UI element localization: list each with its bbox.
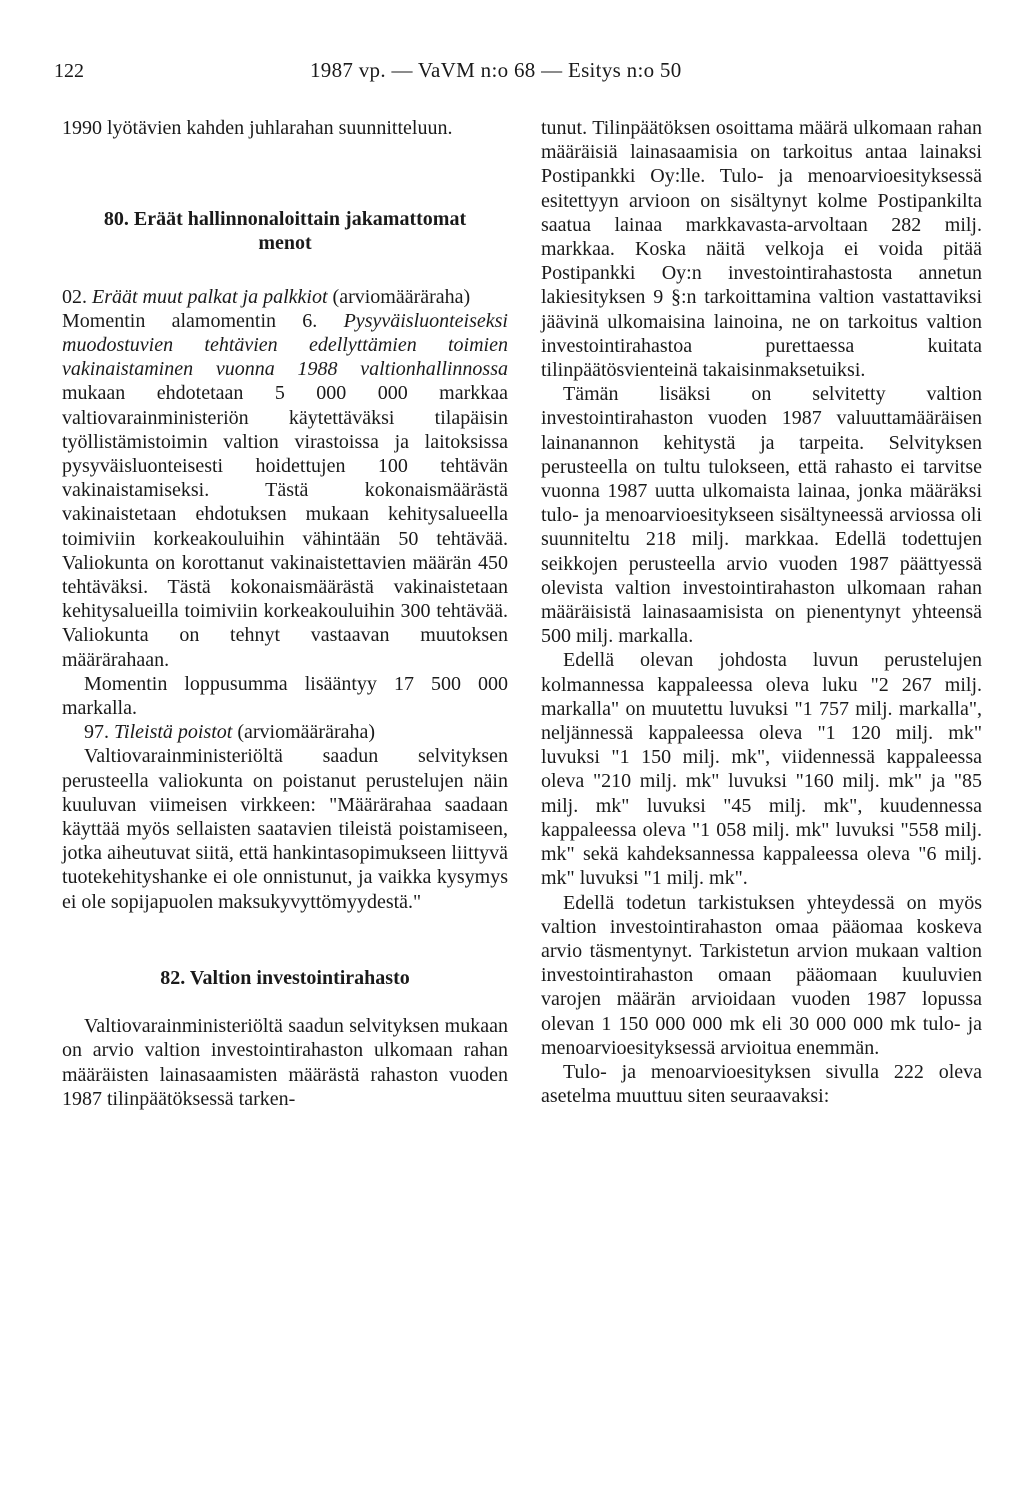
- item-97-title: Tileistä poistot: [114, 721, 233, 744]
- running-title: 1987 vp. — VaVM n:o 68 — Esitys n:o 50: [310, 58, 682, 82]
- item-97-number: 97.: [84, 721, 109, 744]
- section-82-paragraph: Valtiovarainministeriöltä saadun selvityksen mukaan on arvio valtion investointirahaston ulkomaan rahan määräisten lainasaamisten määrästä rahaston vuoden 1987 tilinpäätöksessä tarken-: [62, 1015, 508, 1110]
- section-82-heading: 82. Valtion investointirahasto: [160, 966, 410, 989]
- right-paragraph-3: Edellä olevan johdosta luvun perustelujen kolmannessa kappaleessa oleva luku "2 267 milj. markalla" on muutettu luvuksi "1 757 milj. markalla", neljännessä kappaleessa oleva "1 120 milj. mk" luvuksi "1 150 milj. mk", viidennessä kappaleessa oleva "210 milj. mk" luvuksi "160 milj. mk" ja "85 milj. mk" luvuksi "45 milj. mk", kuudennessa kappaleessa oleva "1 058 milj. mk" luvuksi "558 milj. mk" sekä kahdeksannessa kappaleessa oleva "6 milj. mk" luvuksi "1 milj. mk".: [541, 649, 982, 890]
- page-number: 122: [54, 60, 84, 82]
- right-paragraph-5: Tulo- ja menoarvioesityksen sivulla 222 oleva asetelma muuttuu siten seuraavaksi:: [541, 1060, 982, 1108]
- item-97-heading: [62, 720, 508, 744]
- right-paragraph-4: Edellä todetun tarkistuksen yhteydessä on myös valtion investointirahaston omaa pääomaa koskeva arvio täsmentynyt. Tarkistetun arvion mukaan valtion investointirahaston omaan pääomaan kuuluvien varojen määrän arvioidaan vuoden 1987 lopussa olevan 1 150 000 000 mk eli 30 000 000 mk tulo- ja menoarvioesityksessä arvioitua enemmän.: [541, 891, 982, 1059]
- item-02-p1-rest: mukaan ehdotetaan 5 000 000 markkaa valtiovarainministeriön käytettäväksi tilapäisin työllistämistoimin valtion virastoissa ja laitoksissa pysyväisluonteisesti hoidettujen 100 tehtävän vakinaistamiseksi. Tästä kokonaismäärästä vakinaistetaan ehdotuksen mukaan kehitysalueella toimiviin korkeakouluihin vähintään 50 tehtävää. Valiokunta on korottanut vakinaistettavien määrän 450 tehtäväksi. Tästä kokonaismäärästä vakinaistetaan kehitysalueilla toimiviin korkeakouluihin 300 tehtävää. Valiokunta on tehnyt vastaavan muutoksen määrärahaan.: [62, 382, 508, 671]
- item-97-type: (arviomääräraha): [237, 721, 376, 744]
- item-02-p1-start: Momentin alamomentin 6.: [62, 309, 318, 332]
- right-paragraph-1: tunut. Tilinpäätöksen osoittama määrä ulkomaan rahan määräisiä lainasaamisia on tarkoitus antaa lainaksi Postipankki Oy:lle. Tulo- ja menoarvioesityksessä esitettyyn arvioon on sisältynyt kolme Postipankilta saatua lainaa markkavasta-arvoltaan 282 milj. markkaa. Koska näitä velkoja ei voida pitää Postipankki Oy:n investointirahastosta annetun lakiesityksen 9 §:n tarkoittamina valtion vastattaviksi jäävinä ulkomaisina lainoina, ne on tarkoitus valtion investointirahastoa purettaessa kuitata tilinpäätösvienteinä takaisinmaksetuiksi.: [541, 117, 982, 382]
- item-02-title: Eräät muut palkat ja palkkiot: [92, 285, 328, 308]
- section-80-heading: 80. Eräät hallinnonaloittain jakamattomat menot: [103, 208, 467, 255]
- item-02-paragraph-2: Momentin loppusumma lisääntyy 17 500 000 markalla.: [62, 672, 508, 720]
- item-02-paragraph-1: [62, 309, 508, 672]
- intro-paragraph: 1990 lyötävien kahden juhlarahan suunnitteluun.: [62, 117, 453, 139]
- item-02-type: (arviomääräraha): [332, 285, 471, 308]
- item-02-number: 02.: [62, 285, 87, 308]
- item-02-p1-italic: Pysyväisluonteiseksi muodostuvien tehtävien edellyttämien toimien vakinaistaminen vuonna 1988 valtionhallinnossa: [62, 309, 508, 381]
- left-column: [62, 116, 508, 1111]
- right-paragraph-2: Tämän lisäksi on selvitetty valtion investointirahaston vuoden 1987 valuuttamääräisen lainanannon kehitystä ja tarpeita. Selvityksen perusteella on tultu tulokseen, että rahasto ei tarvitse vuonna 1987 uutta ulkomaista lainaa, jonka määräksi tulo- ja menoarvioesitykseen sisältyneessä arviossa oli suunniteltu 218 milj. markkaa. Edellä todettujen seikkojen perusteella arvio vuoden 1987 päättyessä olevista valtion investointirahaston ulkomaan rahan määräisistä lainasaamisista on pienentynyt yhteensä 500 milj. markalla.: [541, 383, 982, 648]
- right-column: [541, 116, 982, 1108]
- item-02-heading: [62, 285, 508, 309]
- item-97-paragraph: Valtiovarainministeriöltä saadun selvityksen perusteella valiokunta on poistanut perustelujen näin kuuluvan viimeisen virkkeen: "Määrärahaa saadaan käyttää myös sellaisten saatavien tileistä poistamiseen, jotka aiheutuvat siitä, että hankintasopimukseen liittyvä tuotekehityshanke ei ole onnistunut, ja vaikka kysymys ei ole sopijapuolen maksukyvyttömyydestä.": [62, 745, 508, 913]
